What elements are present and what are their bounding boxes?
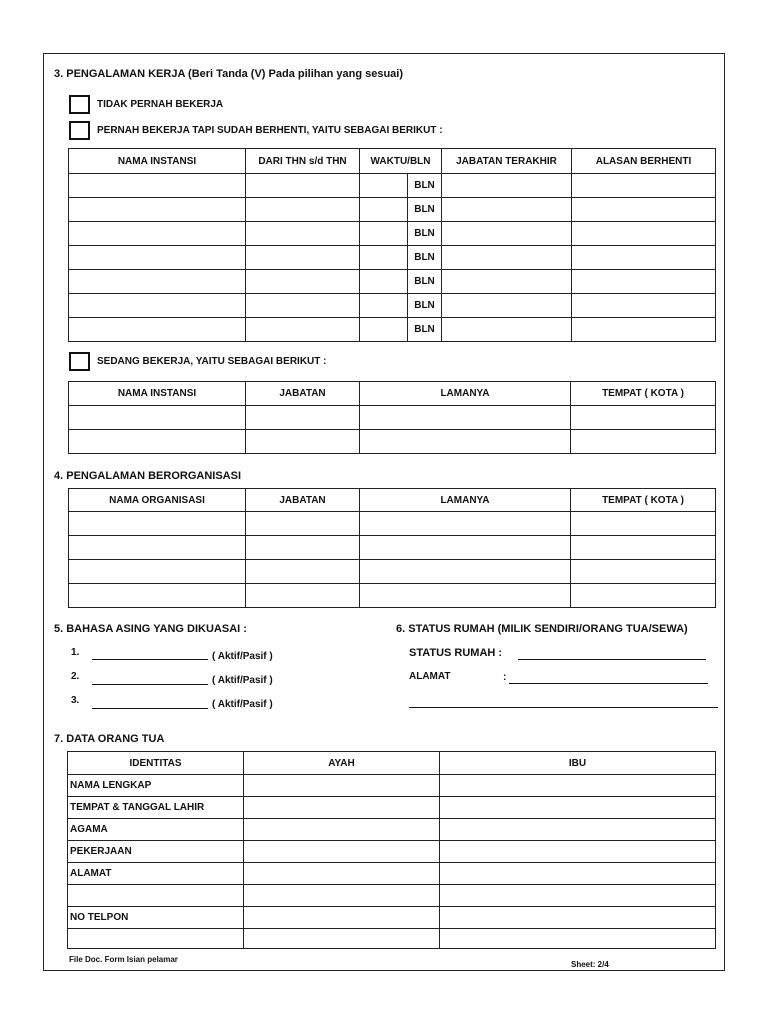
table-row: [69, 536, 716, 560]
col-identitas: IDENTITAS: [68, 752, 244, 775]
bln-label: BLN: [408, 222, 442, 246]
bln-label: BLN: [408, 246, 442, 270]
section-4-title: 4. PENGALAMAN BERORGANISASI: [54, 470, 242, 482]
alamat-field-line-2[interactable]: [409, 707, 718, 708]
option-currently-working-label: SEDANG BEKERJA, YAITU SEBAGAI BERIKUT :: [97, 356, 327, 367]
col-nama-instansi: NAMA INSTANSI: [69, 149, 246, 174]
col-nama-instansi: NAMA INSTANSI: [69, 382, 246, 406]
bln-label: BLN: [408, 318, 442, 342]
table-row: [69, 406, 716, 430]
section-3-title: 3. PENGALAMAN KERJA (Beri Tanda (V) Pada pilihan yang sesuai): [54, 68, 404, 80]
language-item-number: 2.: [71, 671, 80, 682]
table-row: [69, 560, 716, 584]
table-row: [69, 174, 716, 198]
status-rumah-label: STATUS RUMAH :: [409, 647, 503, 659]
language-2-field[interactable]: [92, 684, 208, 685]
table-row: [69, 294, 716, 318]
col-dari-thn: DARI THN s/d THN: [246, 149, 360, 174]
language-item-number: 1.: [71, 647, 80, 658]
aktif-pasif-label: ( Aktif/Pasif ): [212, 675, 273, 686]
row-label: NAMA LENGKAP: [68, 775, 244, 797]
language-item-number: 3.: [71, 695, 80, 706]
col-ayah: AYAH: [244, 752, 440, 775]
col-lamanya: LAMANYA: [360, 382, 571, 406]
table-row: [69, 318, 716, 342]
col-tempat-kota: TEMPAT ( KOTA ): [571, 382, 716, 406]
table-row: [69, 198, 716, 222]
row-label: ALAMAT: [68, 863, 244, 885]
table-row: [69, 430, 716, 454]
previous-work-table: [68, 148, 716, 342]
section-5-title: 5. BAHASA ASING YANG DIKUASAI :: [54, 623, 247, 635]
footer-sheet-number: Sheet: 2/4: [571, 960, 609, 969]
language-3-field[interactable]: [92, 708, 208, 709]
bln-label: BLN: [408, 174, 442, 198]
row-label: TEMPAT & TANGGAL LAHIR: [68, 797, 244, 819]
alamat-field-line-1[interactable]: [509, 683, 708, 684]
table-row: [68, 885, 716, 907]
col-nama-organisasi: NAMA ORGANISASI: [69, 489, 246, 512]
col-alasan-berhenti: ALASAN BERHENTI: [572, 149, 716, 174]
bln-label: BLN: [408, 270, 442, 294]
row-label: PEKERJAAN: [68, 841, 244, 863]
alamat-label: ALAMAT: [409, 671, 451, 682]
table-row: [69, 270, 716, 294]
col-waktu-bln: WAKTU/BLN: [360, 149, 442, 174]
parents-table: [67, 751, 716, 949]
table-row: [69, 246, 716, 270]
row-label: NO TELPON: [68, 907, 244, 929]
col-tempat-kota: TEMPAT ( KOTA ): [571, 489, 716, 512]
table-row: [69, 584, 716, 608]
table-row: [68, 929, 716, 949]
current-work-table: [68, 381, 716, 454]
checkbox-previously-worked[interactable]: [69, 121, 90, 140]
table-row: [68, 841, 716, 863]
checkbox-never-worked[interactable]: [69, 95, 90, 114]
table-row: [68, 907, 716, 929]
bln-label: BLN: [408, 198, 442, 222]
aktif-pasif-label: ( Aktif/Pasif ): [212, 651, 273, 662]
section-7-title: 7. DATA ORANG TUA: [54, 733, 165, 745]
col-ibu: IBU: [440, 752, 716, 775]
footer-doc-name: File Doc. Form Isian pelamar: [69, 955, 178, 964]
option-previously-worked-label: PERNAH BEKERJA TAPI SUDAH BERHENTI, YAITU SEBAGAI BERIKUT :: [97, 125, 443, 136]
row-label: [68, 885, 244, 907]
aktif-pasif-label: ( Aktif/Pasif ): [212, 699, 273, 710]
col-lamanya: LAMANYA: [360, 489, 571, 512]
status-rumah-field[interactable]: [518, 659, 706, 660]
section-6-title: 6. STATUS RUMAH (MILIK SENDIRI/ORANG TUA/SEWA): [396, 623, 688, 635]
col-jabatan-terakhir: JABATAN TERAKHIR: [442, 149, 572, 174]
col-jabatan: JABATAN: [246, 382, 360, 406]
organization-table: [68, 488, 716, 608]
bln-label: BLN: [408, 294, 442, 318]
checkbox-currently-working[interactable]: [69, 352, 90, 371]
option-never-worked-label: TIDAK PERNAH BEKERJA: [97, 99, 224, 110]
language-1-field[interactable]: [92, 659, 208, 660]
alamat-colon: :: [503, 672, 507, 683]
table-row: [69, 222, 716, 246]
row-label: AGAMA: [68, 819, 244, 841]
table-row: [68, 863, 716, 885]
table-row: [68, 797, 716, 819]
table-row: [68, 775, 716, 797]
col-jabatan: JABATAN: [246, 489, 360, 512]
table-row: [68, 819, 716, 841]
table-row: [69, 512, 716, 536]
